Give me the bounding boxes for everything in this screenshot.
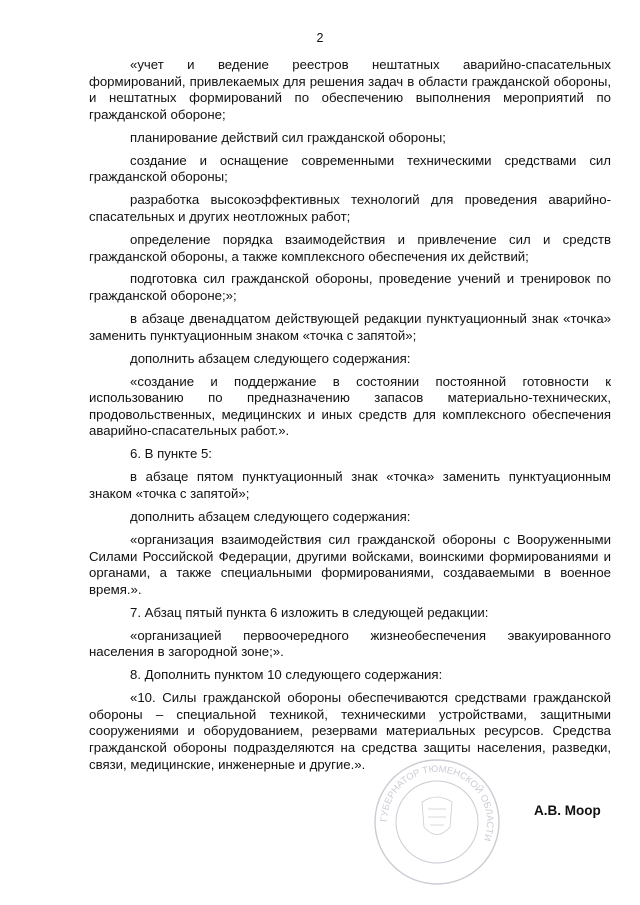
paragraph: дополнить абзацем следующего содержания: — [130, 350, 411, 366]
paragraph: в абзаце пятом пунктуационный знак «точка» заменить пунктуационным знаком «точка с запятой»; — [89, 469, 611, 501]
paragraph: 7. Абзац пятый пункта 6 изложить в следующей редакции: — [130, 604, 489, 620]
paragraph: «создание и поддержание в состоянии постоянной готовности к использованию по предназначению запасов материально-технических, продовольственных, медицинских и иных средств для комплексного обеспечения аварийно-спасательных работ.». — [89, 373, 611, 439]
document-body — [89, 57, 611, 780]
paragraph: в абзаце двенадцатом действующей редакции пунктуационный знак «точка» заменить пунктуационным знаком «точка с запятой»; — [89, 311, 611, 343]
paragraph: «учет и ведение реестров нештатных аварийно-спасательных формирований, привлекаемых для решения задач в области гражданской обороны, и нештатных формирований по обеспечению выполнения мероприятий по гражданской обороне; — [89, 57, 611, 122]
stamp-text: ГУБЕРНАТОР ТЮМЕНСКОЙ ОБЛАСТИ — [378, 763, 496, 843]
paragraph: определение порядка взаимодействия и привлечение сил и средств гражданской обороны, а также комплексного обеспечения их действий; — [89, 231, 611, 264]
paragraph: разработка высокоэффективных технологий для проведения аварийно-спасательных и других неотложных работ; — [89, 192, 611, 224]
paragraph: «10. Силы гражданской обороны обеспечиваются средствами гражданской обороны – специальной техникой, техническими устройствами, защитными сооружениями и оборудованием, резервами материальных ресурсов. Средства гражданской обороны подразделяются на средства защиты населения, разведки, связи, медицинские, инженерные и другие.». — [89, 690, 611, 772]
signature-name: А.В. Моор — [534, 803, 601, 818]
paragraph: дополнить абзацем следующего содержания: — [130, 508, 411, 524]
paragraph: «организация взаимодействия сил гражданской обороны с Вооруженными Силами Российской Федерации, другими войсками, воинскими формированиями и органами, а также специальными формированиями, создаваемыми в военное время.». — [89, 531, 611, 597]
paragraph: 6. В пункте 5: — [130, 446, 212, 462]
paragraph: «организацией первоочередного жизнеобеспечения эвакуированного населения в загородной зоне;». — [89, 627, 611, 660]
paragraph: 8. Дополнить пунктом 10 следующего содержания: — [130, 667, 443, 683]
official-stamp — [372, 757, 502, 887]
paragraph: подготовка сил гражданской обороны, проведение учений и тренировок по гражданской обороне;»; — [89, 271, 611, 304]
paragraph: планирование действий сил гражданской обороны; — [130, 129, 446, 145]
page-number: 2 — [316, 31, 324, 45]
paragraph: создание и оснащение современными техническими средствами сил гражданской обороны; — [89, 152, 611, 185]
